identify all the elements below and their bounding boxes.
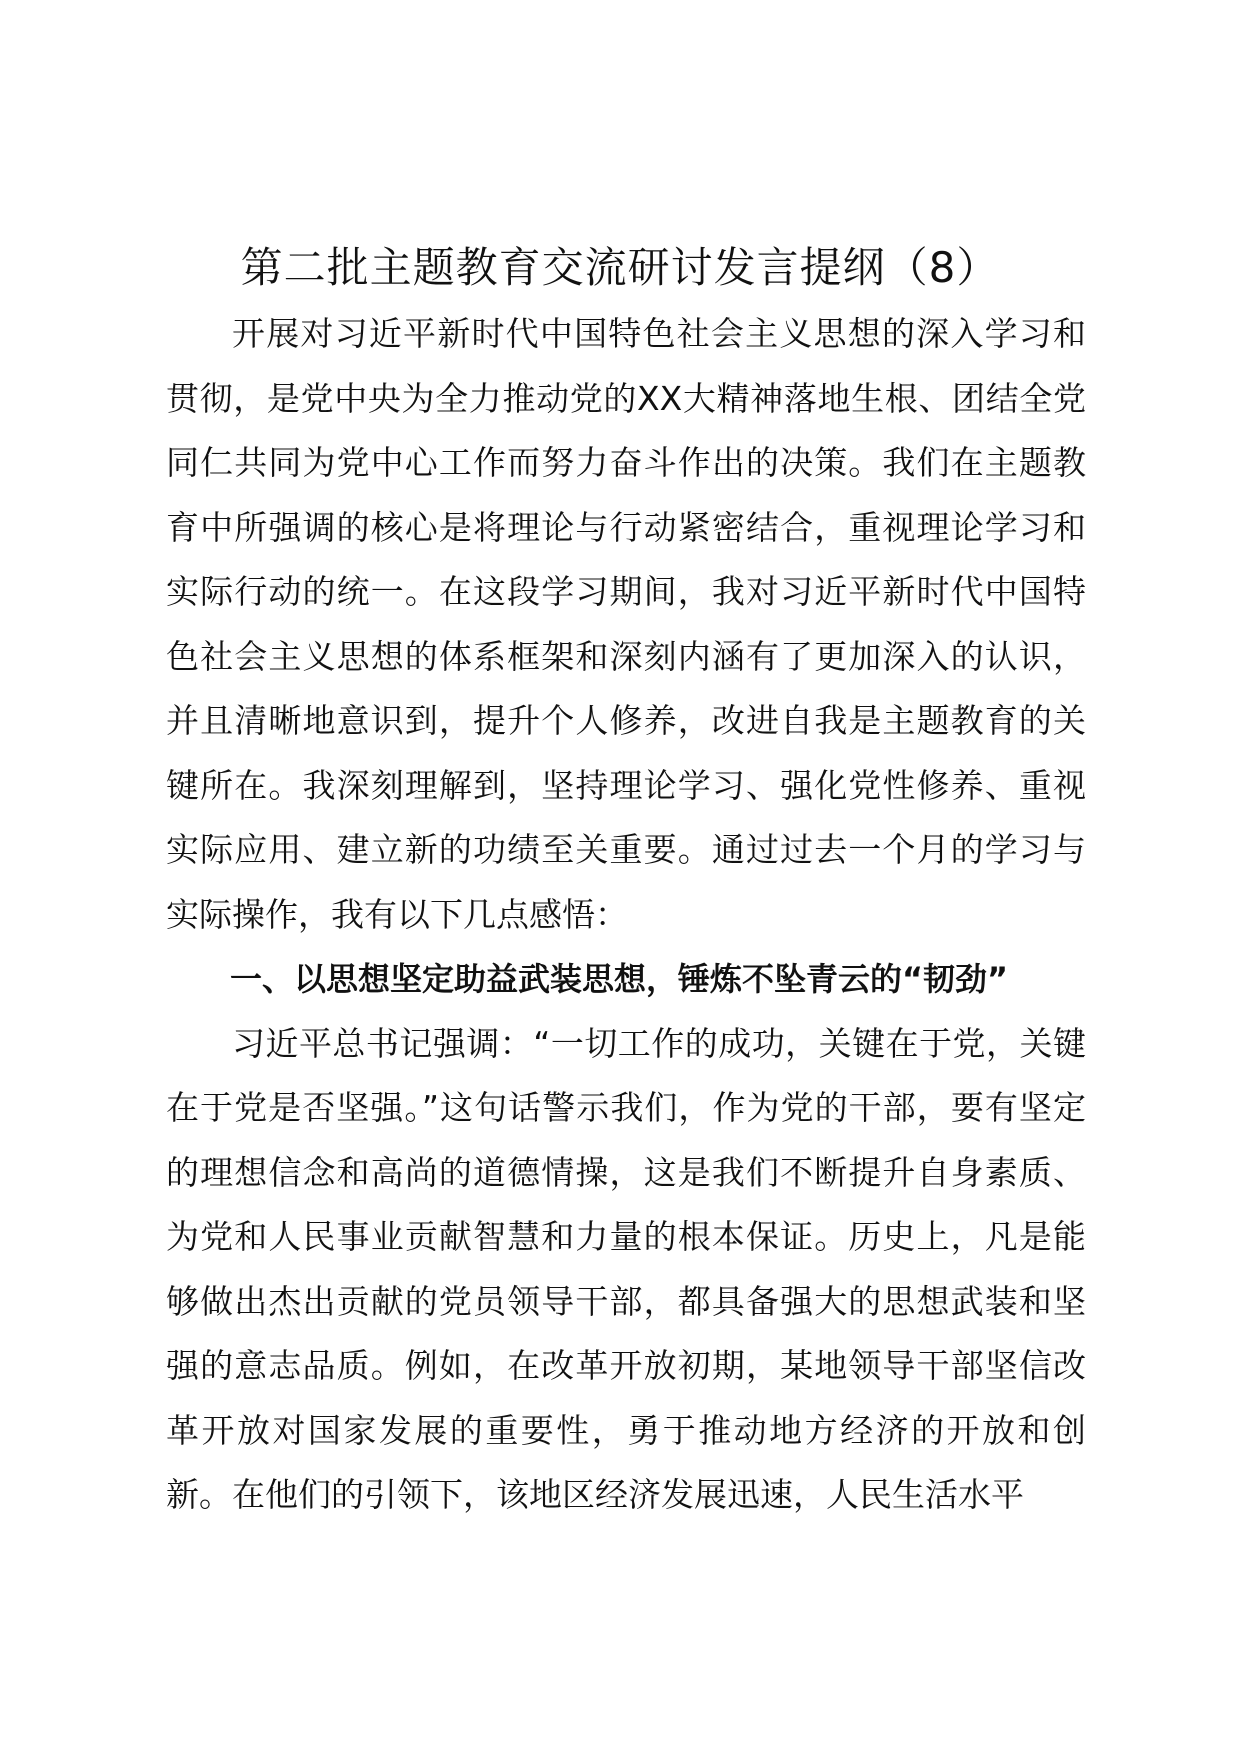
- document-body: [166, 302, 1086, 1528]
- section-heading: 一、以思想坚定助益武装思想，锤炼不坠青云的“韧劲”: [230, 960, 1009, 998]
- intro-paragraph: 开展对习近平新时代中国特色社会主义思想的深入学习和贯彻，是党中央为全力推动党的XX大精神落地生根、团结全党同仁共同为党中心工作而努力奋斗作出的决策。我们在主题教育中所强调的核心是将理论与行动紧密结合，重视理论学习和实际行动的统一。在这段学习期间，我对习近平新时代中国特色社会主义思想的体系框架和深刻内涵有了更加深入的认识，并且清晰地意识到，提升个人修养，改进自我是主题教育的关键所在。我深刻理解到，坚持理论学习、强化党性修养、重视实际应用、建立新的功绩至关重要。通过过去一个月的学习与实际操作，我有以下几点感悟：: [166, 314, 1086, 934]
- document-title: 第二批主题教育交流研讨发言提纲（8）: [240, 243, 1000, 292]
- section-paragraph: 习近平总书记强调：“一切工作的成功，关键在于党，关键在于党是否坚强。”这句话警示我们，作为党的干部，要有坚定的理想信念和高尚的道德情操，这是我们不断提升自身素质、为党和人民事业贡献智慧和力量的根本保证。历史上，凡是能够做出杰出贡献的党员领导干部，都具备强大的思想武装和坚强的意志品质。例如，在改革开放初期，某地领导干部坚信改革开放对国家发展的重要性，勇于推动地方经济的开放和创新。在他们的引领下，该地区经济发展迅速，人民生活水平: [166, 1023, 1086, 1514]
